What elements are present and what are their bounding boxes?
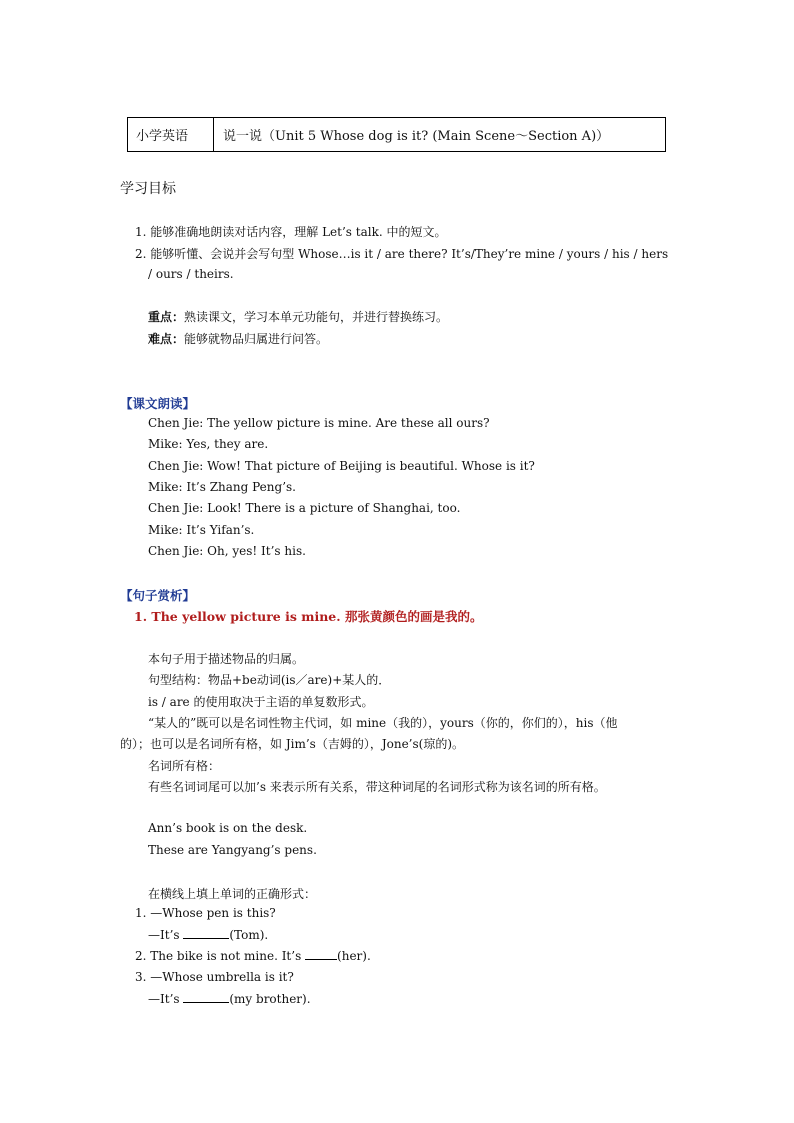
answer-blank[interactable] — [305, 948, 337, 960]
analysis-title: 【句子赏析】 — [120, 588, 196, 603]
goals-title: 学习目标 — [120, 181, 176, 197]
answer-blank[interactable] — [183, 927, 229, 939]
difficulty-point — [148, 330, 328, 347]
analysis-line: is / are 的使用取决于主语的单复数形式。 — [148, 695, 374, 709]
example-sentence: These are Yangyang’s pens. — [148, 843, 317, 857]
goal-item-continued: / ours / theirs. — [148, 267, 234, 281]
exercise-question: 1. —Whose pen is this? — [135, 906, 276, 920]
answer-hint: (my brother). — [229, 992, 311, 1006]
analysis-line: “某人的”既可以是名词性物主代词，如 mine（我的），yours（你的，你们的），his（他 — [148, 716, 618, 730]
exercise-question: 3. —Whose umbrella is it? — [135, 970, 294, 984]
exercise-answer-line — [148, 927, 268, 942]
dialogue-line: Mike: It’s Zhang Peng’s. — [148, 480, 296, 494]
analysis-line: 本句子用于描述物品的归属。 — [148, 652, 305, 666]
lesson-title: 说一说（Unit 5 Whose dog is it? (Main Scene～Section A)） — [223, 129, 610, 144]
reading-title: 【课文朗读】 — [120, 396, 196, 411]
answer-prefix: —It’s — [148, 992, 184, 1006]
dialogue-line: Mike: It’s Yifan’s. — [148, 523, 255, 537]
question-prefix: 2. The bike is not mine. It’s — [135, 949, 306, 963]
goal-item: 2. 能够听懂、会说并会写句型 Whose…is it / are there? It’s/They’re mine / yours / his / hers — [135, 247, 669, 261]
example-sentence: Ann’s book is on the desk. — [148, 821, 308, 835]
answer-blank[interactable] — [183, 991, 229, 1003]
exercise-instruction: 在横线上填上单词的正确形式： — [148, 887, 317, 901]
analysis-line: 名词所有格： — [148, 759, 221, 773]
dialogue-line: Chen Jie: Oh, yes! It’s his. — [148, 544, 306, 558]
subject-cell: 小学英语 — [128, 118, 214, 151]
dialogue-line: Chen Jie: Look! There is a picture of Shanghai, too. — [148, 501, 461, 515]
dialogue-line: Chen Jie: The yellow picture is mine. Are these all ours? — [148, 416, 490, 430]
key-sentence: 1. The yellow picture is mine. 那张黄颜色的画是我的。 — [134, 609, 483, 624]
analysis-line: 句型结构：物品+be动词(is／are)+某人的． — [148, 673, 391, 687]
exercise-answer-line — [148, 991, 311, 1006]
difficulty-label: 难点： — [148, 332, 185, 346]
answer-prefix: —It’s — [148, 928, 184, 942]
exercise-question — [135, 948, 371, 963]
key-point — [148, 308, 448, 325]
analysis-line: 有些名词词尾可以加’s 来表示所有关系，带这种词尾的名词形式称为该名词的所有格。 — [148, 780, 606, 794]
header-table — [127, 117, 666, 152]
goal-item: 1. 能够准确地朗读对话内容，理解 Let’s talk. 中的短文。 — [135, 225, 447, 239]
difficulty-text: 能够就物品归属进行问答。 — [184, 332, 329, 346]
answer-hint: (Tom). — [229, 928, 269, 942]
analysis-line: 的）；也可以是名词所有格，如 Jim’s（吉姆的），Jone’s(琼的)。 — [120, 737, 465, 751]
dialogue-line: Chen Jie: Wow! That picture of Beijing is beautiful. Whose is it? — [148, 459, 535, 473]
key-text: 熟读课文，学习本单元功能句，并进行替换练习。 — [184, 310, 449, 324]
key-label: 重点： — [148, 310, 185, 324]
dialogue-line: Mike: Yes, they are. — [148, 437, 269, 451]
answer-hint: (her). — [337, 949, 371, 963]
